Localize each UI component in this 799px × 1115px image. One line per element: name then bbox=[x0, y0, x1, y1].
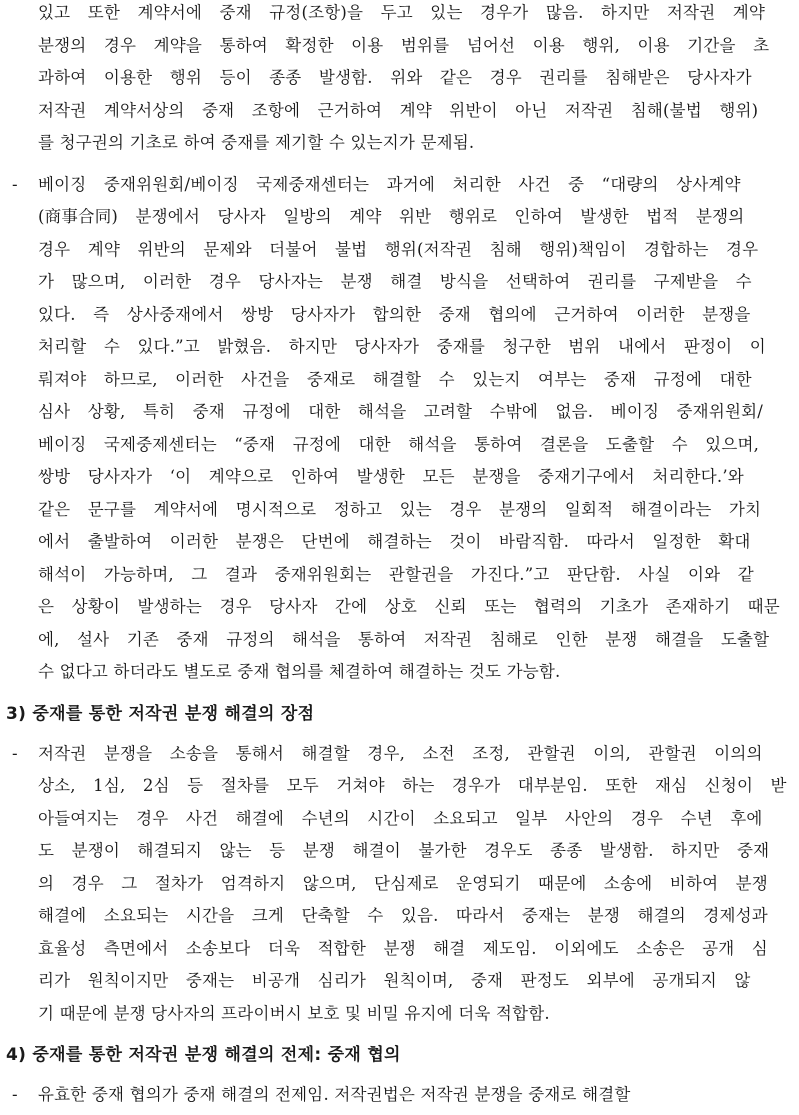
text-line: 를 청구권의 기초로 하여 중재를 제기할 수 있는지가 문제됨. bbox=[38, 133, 475, 152]
section-heading-premise: 4) 중재를 통한 저작권 분쟁 해결의 전제: 중재 협의 bbox=[6, 1045, 401, 1065]
text-line: 있다. 즉 상사중재에서 쌍방 당사자가 합의한 중재 협의에 근거하여 이러한 분쟁을 bbox=[38, 305, 751, 324]
text-line: 베이징 국제중제센터는 “중재 규정에 대한 해석을 통하여 결론을 도출할 수 있으며, bbox=[38, 435, 760, 454]
text-line: 기 때문에 분쟁 당사자의 프라이버시 보호 및 비밀 유지에 더욱 적합함. bbox=[38, 1004, 550, 1023]
text-line: 의 경우 그 절차가 엄격하지 않으며, 단심제로 운영되기 때문에 소송에 비하여 분쟁 bbox=[38, 874, 768, 893]
bullet-dash: - bbox=[12, 1085, 18, 1104]
text-line: 리가 원칙이지만 중재는 비공개 심리가 원칙이며, 중재 판정도 외부에 공개되지 않 bbox=[38, 971, 751, 990]
text-line: 은 상황이 발생하는 경우 당사자 간에 상호 신뢰 또는 협력의 기초가 존재하기 때문 bbox=[38, 597, 780, 616]
text-line: 같은 문구를 계약서에 명시적으로 정하고 있는 경우 분쟁의 일회적 해결이라는 가치 bbox=[38, 500, 762, 519]
text-line: 심사 상황, 특히 중재 규정에 대한 해석을 고려할 수밖에 없음. 베이징 중재위원회/ bbox=[38, 402, 763, 421]
text-line: 효율성 측면에서 소송보다 더욱 적합한 분쟁 해결 제도임. 이외에도 소송은 공개 심 bbox=[38, 939, 768, 958]
text-line: 가 많으며, 이러한 경우 당사자는 분쟁 해결 방식을 선택하여 권리를 구제받을 수 bbox=[38, 272, 752, 291]
text-line: 해결에 소요되는 시간을 크게 단축할 수 있음. 따라서 중재는 분쟁 해결의 경제성과 bbox=[38, 906, 768, 925]
bullet-dash: - bbox=[12, 744, 18, 763]
text-line: 수 없다고 하더라도 별도로 중재 협의를 체결하여 해결하는 것도 가능함. bbox=[38, 662, 561, 681]
text-line: 뤄져야 하므로, 이러한 사건을 중재로 해결할 수 있는지 여부는 중재 규정에 대한 bbox=[38, 370, 752, 389]
bullet-dash: - bbox=[12, 175, 18, 194]
text-line: 있고 또한 계약서에 중재 규정(조항)을 두고 있는 경우가 많음. 하지만 저작권 계약 bbox=[38, 3, 766, 22]
text-line: 유효한 중재 협의가 중재 해결의 전제임. 저작권법은 저작권 분쟁을 중재로 해결할 bbox=[38, 1085, 631, 1104]
text-line: 과하여 이용한 행위 등이 종종 발생함. 위와 같은 경우 권리를 침해받은 당사자가 bbox=[38, 68, 752, 87]
text-line: 베이징 중재위원회/베이징 국제중재센터는 과거에 처리한 사건 중 “대량의 상사계약 bbox=[38, 175, 741, 194]
text-line: 상소, 1심, 2심 등 절차를 모두 거쳐야 하는 경우가 대부분임. 또한 재심 신청이 받 bbox=[38, 776, 787, 795]
text-line: 분쟁의 경우 계약을 통하여 확정한 이용 범위를 넘어선 이용 행위, 이용 기간을 초 bbox=[38, 36, 770, 55]
section-heading-advantages: 3) 중재를 통한 저작권 분쟁 해결의 장점 bbox=[6, 704, 315, 724]
text-line: 처리할 수 있다.”고 밝혔음. 하지만 당사자가 중재를 청구한 범위 내에서 판정이 이 bbox=[38, 337, 766, 356]
text-line: 에, 설사 기존 중재 규정의 해석을 통하여 저작권 침해로 인한 분쟁 해결을 도출할 bbox=[38, 630, 770, 649]
text-line: 해석이 가능하며, 그 결과 중재위원회는 관할권을 가진다.”고 판단함. 사실 이와 같 bbox=[38, 565, 754, 584]
text-line: 도 분쟁이 해결되지 않는 등 분쟁 해결이 불가한 경우도 종종 발생함. 하지만 중재 bbox=[38, 841, 770, 860]
text-line: 에서 출발하여 이러한 분쟁은 단번에 해결하는 것이 바람직함. 따라서 일정한 확대 bbox=[38, 532, 751, 551]
text-line: (商事合同) 분쟁에서 당사자 일방의 계약 위반 행위로 인하여 발생한 법적 분쟁의 bbox=[38, 207, 745, 226]
text-line: 경우 계약 위반의 문제와 더불어 불법 행위(저작권 침해 행위)책임이 경합하는 경우 bbox=[38, 240, 759, 259]
text-line: 저작권 분쟁을 소송을 통해서 해결할 경우, 소전 조정, 관할권 이의, 관할권 이의의 bbox=[38, 744, 763, 763]
text-line: 쌍방 당사자가 ‘이 계약으로 인하여 발생한 모든 분쟁을 중재기구에서 처리한다.’와 bbox=[38, 467, 744, 486]
text-line: 아들여지는 경우 사건 해결에 수년의 시간이 소요되고 일부 사안의 경우 수년 후에 bbox=[38, 809, 763, 828]
text-line: 저작권 계약서상의 중재 조항에 근거하여 계약 위반이 아닌 저작권 침해(불법 행위) bbox=[38, 101, 759, 120]
